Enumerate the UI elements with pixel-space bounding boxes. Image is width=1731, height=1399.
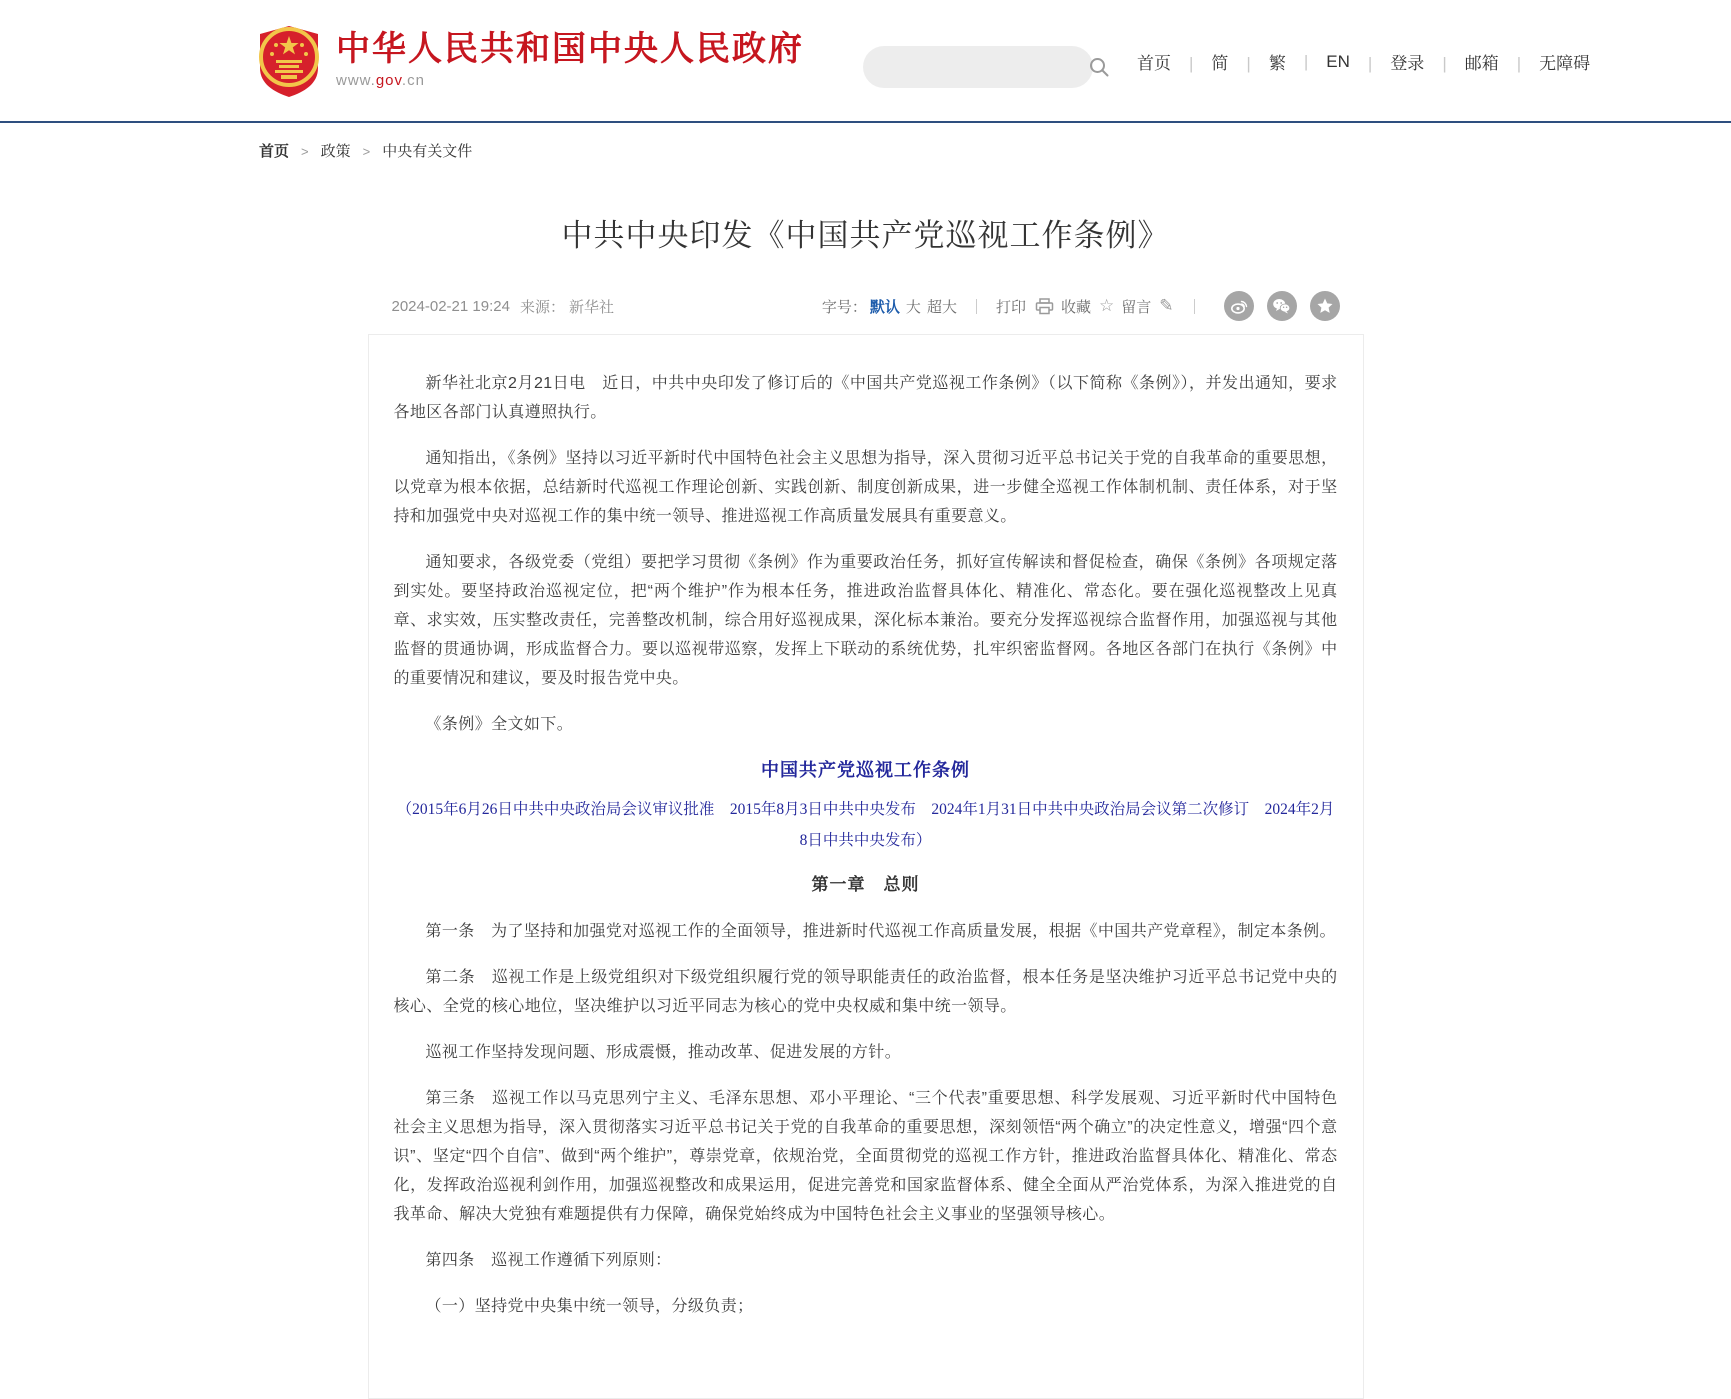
font-size-large-button[interactable]: 大 (905, 298, 921, 316)
nav-mail[interactable]: | 邮箱 (1442, 49, 1498, 74)
share-weibo-button[interactable] (1224, 291, 1254, 321)
wechat-icon (1272, 297, 1291, 315)
search-input[interactable] (863, 46, 1088, 88)
document-title: 中国共产党巡视工作条例 (761, 760, 970, 780)
source-label: 来源： (519, 298, 565, 316)
toolbar-divider (1194, 299, 1195, 314)
breadcrumb-home[interactable]: 首页 (259, 143, 290, 160)
chapter-heading: 第一章 总则 (811, 875, 920, 894)
site-url-cn: .cn (401, 72, 425, 90)
toolbar-divider (976, 299, 977, 314)
site-header (0, 0, 1731, 123)
font-size-xlarge-button[interactable]: 超大 (926, 298, 957, 316)
favorite-star-icon[interactable]: ☆ (1098, 296, 1115, 316)
national-emblem-icon (256, 24, 322, 98)
star-icon (1316, 297, 1334, 315)
printer-icon[interactable] (1035, 298, 1054, 315)
article-toolbar (822, 291, 1340, 321)
publish-datetime: 2024-02-21 19:24 (391, 297, 510, 315)
paragraph: 第三条 巡视工作以马克思列宁主义、毛泽东思想、邓小平理论、“三个代表”重要思想、科学发展观、习近平新时代中国特色社会主义思想为指导，深入贯彻落实习近平总书记关于党的自我革命的重要思想，深刻领悟“两个确立”的决定性意义，增强“四个意识”、坚定“四个自信”、做到“两个维护”，尊崇党章，依规治党，全面贯彻党的巡视工作方针，推进政治监督具体化、精准化、常态化，发挥政治巡视利剑作用，加强巡视整改和成果运用，促进完善党和国家监督体系、健全全面从严治党体系，为深入推进党的自我革命、解决大党独有难题提供有力保障，确保党始终成为中国特色社会主义事业的坚强领导核心。 (393, 1090, 1338, 1223)
paragraph: 巡视工作坚持发现问题、形成震慑，推动改革、促进发展的方针。 (425, 1044, 902, 1061)
nav-accessibility[interactable]: | 无障碍 (1517, 49, 1590, 74)
top-nav (1128, 0, 1599, 123)
paragraph: （一）坚持党中央集中统一领导，分级负责； (425, 1298, 754, 1315)
nav-login[interactable]: | 登录 (1368, 49, 1424, 74)
site-url (336, 72, 804, 89)
favorite-button[interactable]: 收藏 (1060, 298, 1091, 316)
paragraph: 第一条 为了坚持和加强党对巡视工作的全面领导，推进新时代巡视工作高质量发展，根据《中国共产党章程》，制定本条例。 (425, 923, 1336, 940)
comment-button[interactable]: 留言 (1121, 298, 1152, 316)
nav-home[interactable]: 首页 (1137, 54, 1171, 73)
share-favorite-button[interactable] (1310, 291, 1340, 321)
font-size-label: 字号： (821, 298, 867, 316)
breadcrumb-policy[interactable]: > 政策 (289, 140, 351, 161)
site-url-gov: gov (375, 72, 402, 90)
document-dateline: （2015年6月26日中共中央政治局会议审议批准 2015年8月3日中共中央发布 2024年1月31日中共中央政治局会议第二次修订 2024年2月8日中共中央发布） (396, 801, 1335, 849)
article-meta-row (368, 290, 1364, 322)
paragraph: 第四条 巡视工作遵循下列原则： (425, 1252, 672, 1269)
nav-traditional[interactable]: | 繁 (1246, 49, 1285, 74)
paragraph: 通知要求，各级党委（党组）要把学习贯彻《条例》作为重要政治任务，抓好宣传解读和督促检查，确保《条例》各项规定落到实处。要坚持政治巡视定位，把“两个维护”作为根本任务，推进政治监督具体化、精准化、常态化。要在强化巡视整改上见真章、求实效，压实整改责任，完善整改机制，综合用好巡视成果，深化标本兼治。要充分发挥巡视综合监督作用，加强巡视与其他监督的贯通协调，形成监督合力。要以巡视带巡察，发挥上下联动的系统优势，扎牢织密监督网。各地区各部门在执行《条例》中的重要情况和建议，要及时报告党中央。 (393, 554, 1338, 687)
search-icon[interactable] (1088, 56, 1110, 78)
site-url-www: www. (336, 72, 376, 90)
print-button[interactable]: 打印 (995, 298, 1026, 316)
nav-simplified[interactable]: | 简 (1189, 49, 1228, 74)
font-size-default-button[interactable]: 默认 (869, 298, 900, 316)
site-title-block (336, 24, 804, 89)
comment-pencil-icon[interactable]: ✎ (1159, 296, 1174, 316)
article (368, 210, 1364, 1399)
breadcrumb (259, 140, 1731, 161)
paragraph: 《条例》全文如下。 (425, 716, 574, 733)
source-value[interactable]: 新华社 (568, 298, 614, 316)
article-body (368, 334, 1364, 1399)
paragraph: 第二条 巡视工作是上级党组织对下级党组织履行党的领导职能责任的政治监督，根本任务是坚决维护习近平总书记党中央的核心、全党的核心地位，坚决维护以习近平同志为核心的党中央权威和集中统一领导。 (393, 969, 1338, 1015)
site-title: 中华人民共和国中央人民政府 (336, 30, 804, 68)
search-box[interactable] (863, 46, 1093, 88)
page-title: 中共中央印发《中国共产党巡视工作条例》 (561, 218, 1170, 253)
weibo-icon (1230, 297, 1248, 315)
share-wechat-button[interactable] (1267, 291, 1297, 321)
nav-english[interactable]: | EN (1304, 52, 1350, 72)
breadcrumb-central-documents[interactable]: > 中央有关文件 (351, 140, 473, 161)
site-logo[interactable] (256, 24, 804, 98)
article-meta (392, 296, 614, 317)
paragraph: 通知指出，《条例》坚持以习近平新时代中国特色社会主义思想为指导，深入贯彻习近平总书记关于党的自我革命的重要思想，以党章为根本依据，总结新时代巡视工作理论创新、实践创新、制度创新成果，进一步健全巡视工作体制机制、责任体系，对于坚持和加强党中央对巡视工作的集中统一领导、推进巡视工作高质量发展具有重要意义。 (393, 450, 1338, 525)
paragraph: 新华社北京2月21日电 近日，中共中央印发了修订后的《中国共产党巡视工作条例》（以下简称《条例》），并发出通知，要求各地区各部门认真遵照执行。 (393, 375, 1338, 421)
